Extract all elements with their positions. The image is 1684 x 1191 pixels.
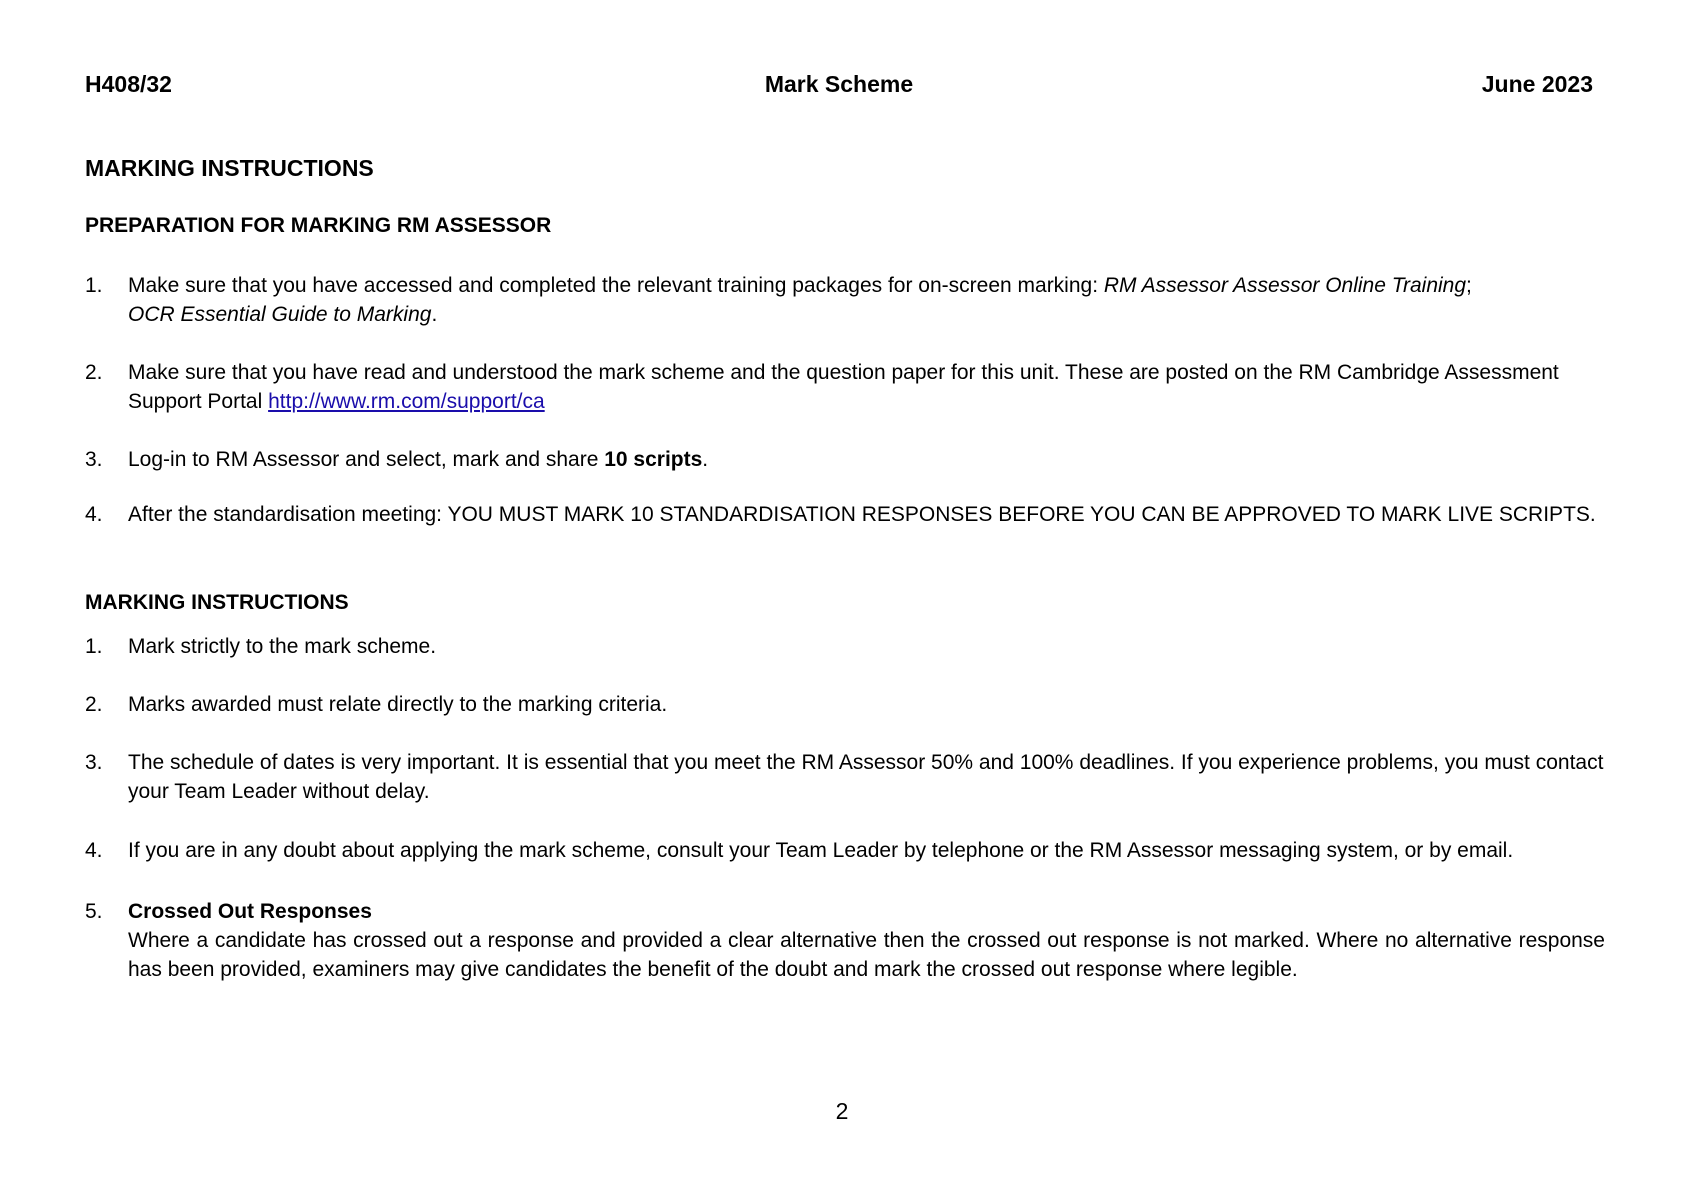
scripts-count: 10 scripts [604,448,703,471]
item-text: Where a candidate has crossed out a response and provided a clear alternative then the crossed out response is not marked. Where no alternative response has been provided, examiners may give candidates the benefit of the doubt and mark the crossed out response where legible. [128,929,1605,981]
preparation-item-1 [85,271,1605,358]
item-text: Mark strictly to the mark scheme. [128,635,437,658]
preparation-item-2 [85,358,1605,445]
preparation-item-3 [85,445,1605,500]
item-number: 4. [85,839,103,862]
item-text: Make sure that you have accessed and completed the relevant training packages for on-screen marking: [128,274,1104,297]
item-text-end: . [431,303,438,326]
marking-item-3 [85,748,1605,836]
marking-item-2 [85,690,1605,748]
item-number: 4. [85,503,103,526]
header-date: June 2023 [1481,71,1593,97]
marking-item-4 [85,836,1605,897]
page-header [85,71,1593,101]
crossed-out-title: Crossed Out Responses [128,900,372,923]
guide-name: OCR Essential Guide to Marking [128,303,432,326]
item-number: 1. [85,274,103,297]
item-text-end: . [702,448,709,471]
page-number: 2 [835,1098,849,1124]
item-number: 2. [85,693,103,716]
marking-list [85,632,1605,984]
item-number: 5. [85,900,103,923]
support-portal-link[interactable]: http://www.rm.com/support/ca [268,390,545,413]
item-number: 3. [85,751,103,774]
training-package-name: RM Assessor Assessor Online Training [1103,274,1467,297]
preparation-heading: PREPARATION FOR MARKING RM ASSESSOR [85,214,552,237]
item-number: 3. [85,448,103,471]
item-text: The schedule of dates is very important. It is essential that you meet the RM Assessor 50% and 100% deadlines. If you experience problems, you must contact your Team Leader without delay. [128,751,1604,803]
preparation-list [85,271,1605,529]
marking-item-1 [85,632,1605,690]
header-paper-code: H408/32 [85,71,172,97]
marking-heading: MARKING INSTRUCTIONS [85,591,349,614]
item-text: Marks awarded must relate directly to the marking criteria. [128,693,668,716]
document-title: MARKING INSTRUCTIONS [85,155,374,181]
item-number: 2. [85,361,103,384]
item-subheading [128,897,1605,926]
header-title: Mark Scheme [764,71,914,97]
item-number: 1. [85,635,103,658]
item-text: If you are in any doubt about applying the mark scheme, consult your Team Leader by telephone or the RM Assessor messaging system, or by email. [128,839,1514,862]
item-text: After the standardisation meeting: YOU MUST MARK 10 STANDARDISATION RESPONSES BEFORE YOU CAN BE APPROVED TO MARK LIVE SCRIPTS. [128,503,1596,526]
item-text: Log-in to RM Assessor and select, mark and share [128,448,605,471]
separator-text: ; [1466,274,1472,297]
item-text: Make sure that you have read and understood the mark scheme and the question paper for this unit. These are posted on the RM Cambridge Assessment Support Portal [128,361,1559,413]
preparation-item-4 [85,500,1605,529]
marking-item-5 [85,897,1605,984]
